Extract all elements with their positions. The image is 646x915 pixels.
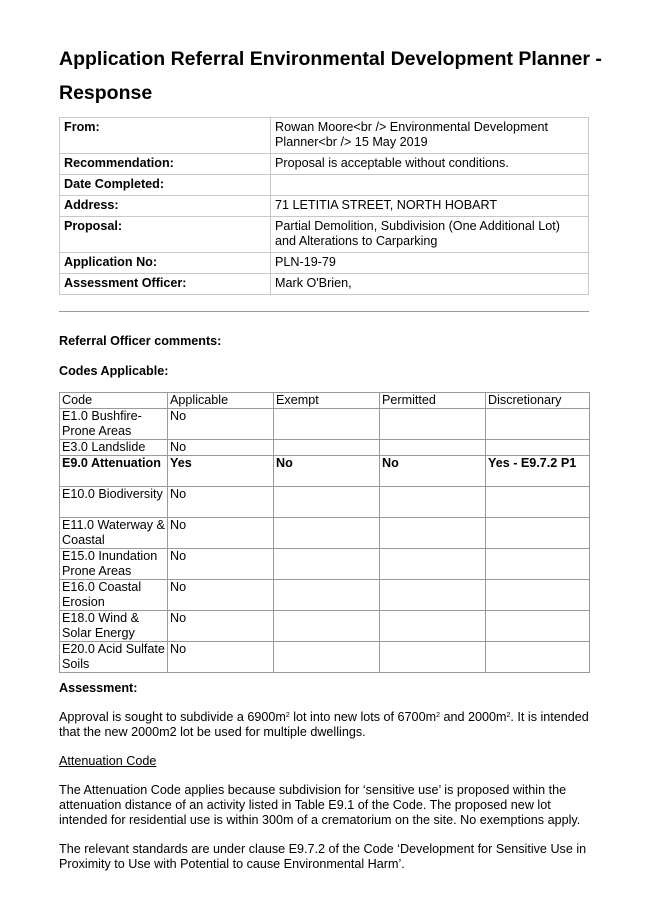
table-cell: E15.0 Inundation Prone Areas [60, 549, 168, 580]
info-label: From: [60, 118, 271, 154]
table-row [60, 409, 590, 440]
table-cell: E9.0 Attenuation [60, 456, 168, 487]
column-header: Applicable [168, 393, 274, 409]
info-row [60, 217, 589, 253]
table-cell: E10.0 Biodiversity [60, 487, 168, 518]
table-cell: No [168, 518, 274, 549]
info-value: PLN-19-79 [271, 253, 589, 274]
table-cell: No [168, 611, 274, 642]
table-cell: No [168, 487, 274, 518]
info-label: Proposal: [60, 217, 271, 253]
table-cell [274, 549, 380, 580]
table-cell [274, 611, 380, 642]
table-cell [380, 409, 486, 440]
assessment-heading: Assessment: [59, 681, 138, 695]
info-row [60, 274, 589, 295]
table-cell: E3.0 Landslide [60, 440, 168, 456]
info-value: Proposal is acceptable without conditions. [271, 154, 589, 175]
table-row [60, 487, 590, 518]
info-label: Recommendation: [60, 154, 271, 175]
superscript-2: 2 [506, 712, 511, 719]
assessment-paragraph [59, 710, 594, 740]
table-cell: E1.0 Bushfire-Prone Areas [60, 409, 168, 440]
table-cell [274, 580, 380, 611]
info-value: Rowan Moore<br /> Environmental Development Planner<br /> 15 May 2019 [271, 118, 589, 154]
info-label: Date Completed: [60, 175, 271, 196]
table-cell [486, 549, 590, 580]
table-cell [380, 549, 486, 580]
assessment-text-3: and 2000m [439, 710, 507, 724]
column-header: Discretionary [486, 393, 590, 409]
table-row [60, 580, 590, 611]
table-cell [486, 409, 590, 440]
info-label: Application No: [60, 253, 271, 274]
table-cell [486, 440, 590, 456]
table-row [60, 518, 590, 549]
info-row [60, 118, 589, 154]
table-row [60, 456, 590, 487]
table-cell: E16.0 Coastal Erosion [60, 580, 168, 611]
superscript-2: 2 [436, 712, 440, 719]
relevant-standards-paragraph: The relevant standards are under clause E9.7.2 of the Code ‘Development for Sensitive Use in Proximity to Use with Potential to cause Environmental Harm’. [59, 842, 587, 871]
table-cell: No [168, 642, 274, 673]
table-cell [486, 487, 590, 518]
table-cell: No [168, 549, 274, 580]
info-row [60, 175, 589, 196]
table-cell [380, 440, 486, 456]
info-value: 71 LETITIA STREET, NORTH HOBART [271, 196, 589, 217]
table-row [60, 611, 590, 642]
table-cell: E20.0 Acid Sulfate Soils [60, 642, 168, 673]
table-cell [486, 642, 590, 673]
codes-header-row [60, 393, 590, 409]
info-value: Mark O'Brien, [271, 274, 589, 295]
assessment-text-2: lot into new lots of 6700m [289, 710, 437, 724]
codes-heading: Codes Applicable: [59, 364, 169, 378]
table-cell [486, 518, 590, 549]
table-cell: No [168, 580, 274, 611]
codes-applicable-table [59, 392, 590, 673]
table-row [60, 440, 590, 456]
column-header: Code [60, 393, 168, 409]
info-value: Partial Demolition, Subdivision (One Additional Lot) and Alterations to Carparking [271, 217, 589, 253]
section-divider [59, 311, 589, 312]
table-cell [380, 580, 486, 611]
application-info-table [59, 117, 589, 295]
attenuation-code-heading: Attenuation Code [59, 754, 157, 768]
info-value [271, 175, 589, 196]
table-cell: Yes [168, 456, 274, 487]
superscript-2: 2 [285, 712, 290, 719]
table-cell [380, 518, 486, 549]
info-label: Assessment Officer: [60, 274, 271, 295]
table-cell: No [274, 456, 380, 487]
attenuation-paragraph: The Attenuation Code applies because subdivision for ‘sensitive use’ is proposed within the attenuation distance of an activity listed in Table E9.1 of the Code. The proposed new lot intended for residential use is within 300m of a crematorium on the site. No exemptions apply. [59, 783, 581, 827]
table-cell [274, 518, 380, 549]
table-cell: E11.0 Waterway & Coastal [60, 518, 168, 549]
table-cell [274, 440, 380, 456]
page-title: Application Referral Environmental Development Planner - Response [59, 48, 602, 104]
assessment-text-1: Approval is sought to subdivide a 6900m [59, 710, 286, 724]
info-label: Address: [60, 196, 271, 217]
table-cell [380, 642, 486, 673]
table-cell [274, 487, 380, 518]
info-row [60, 196, 589, 217]
table-cell: No [168, 409, 274, 440]
column-header: Permitted [380, 393, 486, 409]
info-row [60, 253, 589, 274]
table-cell [274, 409, 380, 440]
table-cell [486, 611, 590, 642]
info-row [60, 154, 589, 175]
referral-heading: Referral Officer comments: [59, 334, 222, 348]
table-row [60, 549, 590, 580]
table-cell: No [380, 456, 486, 487]
table-cell [380, 611, 486, 642]
table-cell [486, 580, 590, 611]
column-header: Exempt [274, 393, 380, 409]
table-cell: Yes - E9.7.2 P1 [486, 456, 590, 487]
table-row [60, 642, 590, 673]
table-cell [274, 642, 380, 673]
table-cell: No [168, 440, 274, 456]
table-cell: E18.0 Wind & Solar Energy [60, 611, 168, 642]
table-cell [380, 487, 486, 518]
assessment-text-4: . It is intended that the new 2000m2 lot be used for multiple dwellings. [59, 710, 589, 739]
